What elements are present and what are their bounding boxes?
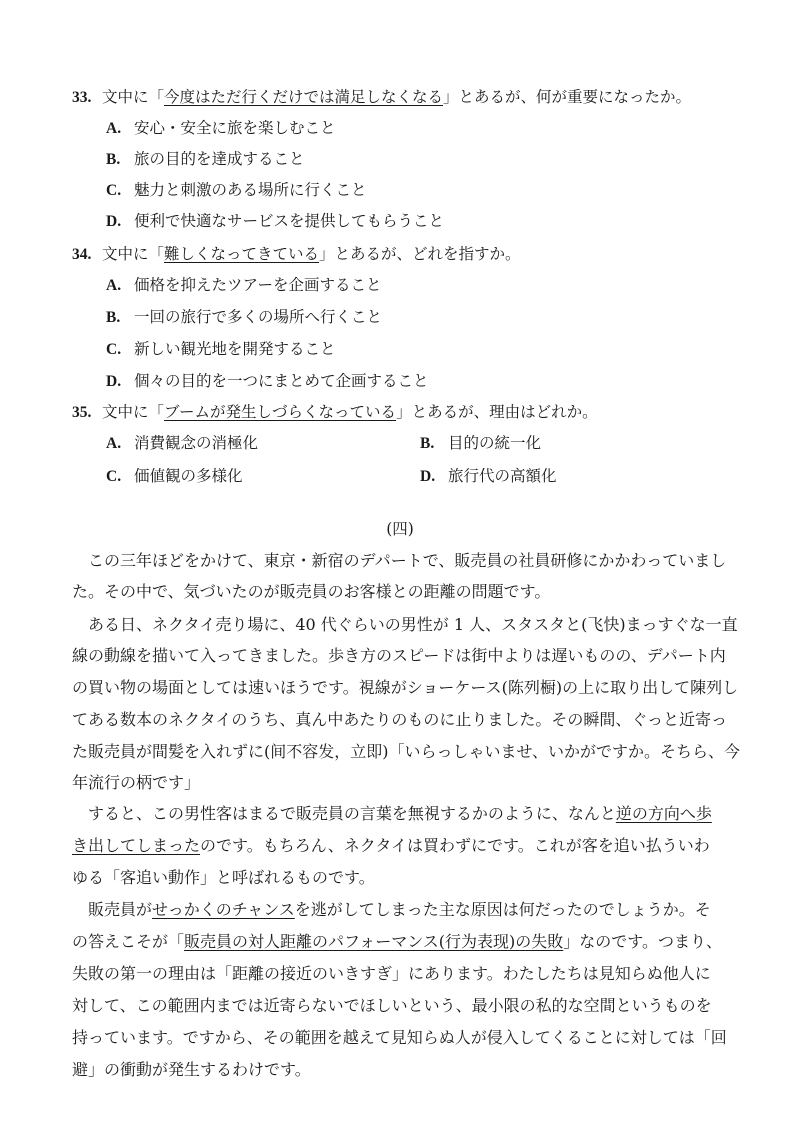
option-letter: C.	[106, 468, 122, 485]
question-35-option-b[interactable]	[420, 432, 541, 455]
question-35-option-d[interactable]	[420, 465, 557, 488]
option-text: 旅の目的を達成すること	[134, 150, 305, 168]
passage-line	[72, 835, 710, 857]
passage-line	[72, 931, 722, 953]
option-letter: B.	[106, 151, 121, 168]
option-letter: D.	[106, 373, 122, 390]
passage-line: この三年ほどをかけて、東京・新宿のデパートで、販売員の社員研修にかかわっていまし	[88, 551, 727, 570]
passage-text: を逃がしてしまった主な原因は何だったのでしょうか。そ	[294, 900, 711, 919]
stem-quote: 難しくなってきている	[164, 245, 320, 263]
question-33-option-a[interactable]	[106, 117, 336, 140]
passage-line: 持っています。ですから、その範囲を越えて見知らぬ人が侵入してくることに対しては「回	[72, 1028, 727, 1047]
stem-suffix: 」とあるが、どれを指すか。	[319, 245, 521, 263]
option-text: 一回の旅行で多くの場所へ行くこと	[134, 308, 383, 326]
stem-prefix: 文中に「	[102, 88, 165, 106]
passage-line: 年流行の柄です」	[72, 773, 201, 792]
stem-prefix: 文中に「	[102, 245, 165, 263]
question-33-stem	[72, 86, 691, 109]
option-text: 価値観の多様化	[134, 467, 243, 485]
option-text: 安心・安全に旅を楽しむこと	[134, 119, 336, 137]
passage-line: てある数本のネクタイのうち、真ん中あたりのものに止りました。その瞬間、ぐっと近寄っ	[72, 710, 728, 729]
option-text: 便利で快適なサービスを提供してもらうこと	[134, 212, 445, 230]
stem-quote: 今度はただ行くだけでは満足しなくなる	[164, 88, 444, 106]
question-35-stem	[72, 401, 598, 424]
option-letter: A.	[106, 277, 122, 294]
option-letter: C.	[106, 182, 122, 199]
question-33-option-d[interactable]	[106, 210, 444, 233]
question-34-option-b[interactable]	[106, 306, 382, 329]
passage-text: の答えこそが「	[72, 932, 185, 951]
passage-line: 対して、この範囲内までは近寄らないでほしいという、最小限の私的な空間というものを	[72, 996, 712, 1015]
question-number: 35.	[72, 404, 92, 421]
passage-line: ある日、ネクタイ売り場に、40 代ぐらいの男性が 1 人、スタスタと(飞快)まっすぐな一直	[88, 615, 738, 634]
question-35-option-c[interactable]	[106, 465, 243, 488]
option-letter: C.	[106, 341, 122, 358]
underlined-phrase: 逆の方向へ歩	[615, 804, 712, 823]
passage-text: すると、この男性客はまるで販売員の言葉を無視するかのように、なんと	[88, 804, 616, 823]
question-34-option-a[interactable]	[106, 274, 382, 297]
stem-quote: ブームが発生しづらくなっている	[164, 403, 397, 421]
option-text: 個々の目的を一つにまとめて企画すること	[134, 372, 429, 390]
passage-line: 避」の衝動が発生するわけです。	[72, 1060, 311, 1079]
option-text: 新しい観光地を開発すること	[134, 340, 336, 358]
underlined-phrase: 販売員の対人距離のパフォーマンス(行为表现)の失敗	[184, 932, 564, 951]
option-text: 消費観念の消極化	[134, 434, 259, 452]
option-text: 価格を抑えたツアーを企画すること	[134, 276, 382, 294]
option-letter: D.	[106, 213, 122, 230]
question-33-option-c[interactable]	[106, 179, 367, 202]
stem-suffix: 」とあるが、何が重要になったか。	[443, 88, 692, 106]
passage-line: ゆる「客追い動作」と呼ばれるものです。	[72, 868, 375, 887]
option-letter: A.	[106, 435, 122, 452]
passage-line: た。その中で、気づいたのが販売員のお客様との距離の問題です。	[72, 582, 551, 601]
question-34-stem	[72, 243, 521, 266]
question-number: 34.	[72, 246, 92, 263]
question-35-option-a[interactable]	[106, 432, 258, 455]
passage-line: た販売員が間髪を入れずに(间不容发，立即)「いらっしゃいませ、いかがですか。そちら、今	[72, 742, 741, 761]
passage-text: 」なのです。つまり、	[563, 932, 722, 951]
passage-line: の買い物の場面としては速いほうです。視線がショーケース(陈列橱)の上に取り出して陳列し	[72, 678, 739, 697]
passage-line	[88, 803, 712, 825]
question-33-option-b[interactable]	[106, 148, 305, 171]
underlined-phrase: せっかくのチャンス	[152, 900, 295, 919]
option-text: 魅力と刺激のある場所に行くこと	[134, 181, 367, 199]
passage-text: のです。もちろん、ネクタイは買わずにです。これが客を追い払ういわ	[200, 836, 710, 855]
section-title: (四)	[386, 520, 414, 538]
passage-text: 販売員が	[88, 900, 153, 919]
stem-suffix: 」とあるが、理由はどれか。	[396, 403, 598, 421]
option-text: 目的の統一化	[448, 434, 542, 452]
question-34-option-c[interactable]	[106, 338, 336, 361]
question-34-option-d[interactable]	[106, 370, 429, 393]
underlined-phrase: き出してしまった	[72, 836, 201, 855]
option-letter: B.	[106, 309, 121, 326]
passage-line: 線の動線を描いて入ってきました。歩き方のスピードは街中よりは遅いものの、デパート内	[72, 646, 726, 665]
option-text: 旅行代の高額化	[448, 467, 557, 485]
option-letter: A.	[106, 120, 122, 137]
stem-prefix: 文中に「	[102, 403, 165, 421]
passage-line	[88, 899, 711, 921]
question-number: 33.	[72, 89, 92, 106]
option-letter: B.	[420, 435, 435, 452]
option-letter: D.	[420, 468, 436, 485]
passage-line: 失敗の第一の理由は「距離の接近のいきすぎ」にあります。わたしたちは見知らぬ他人に	[72, 964, 711, 983]
